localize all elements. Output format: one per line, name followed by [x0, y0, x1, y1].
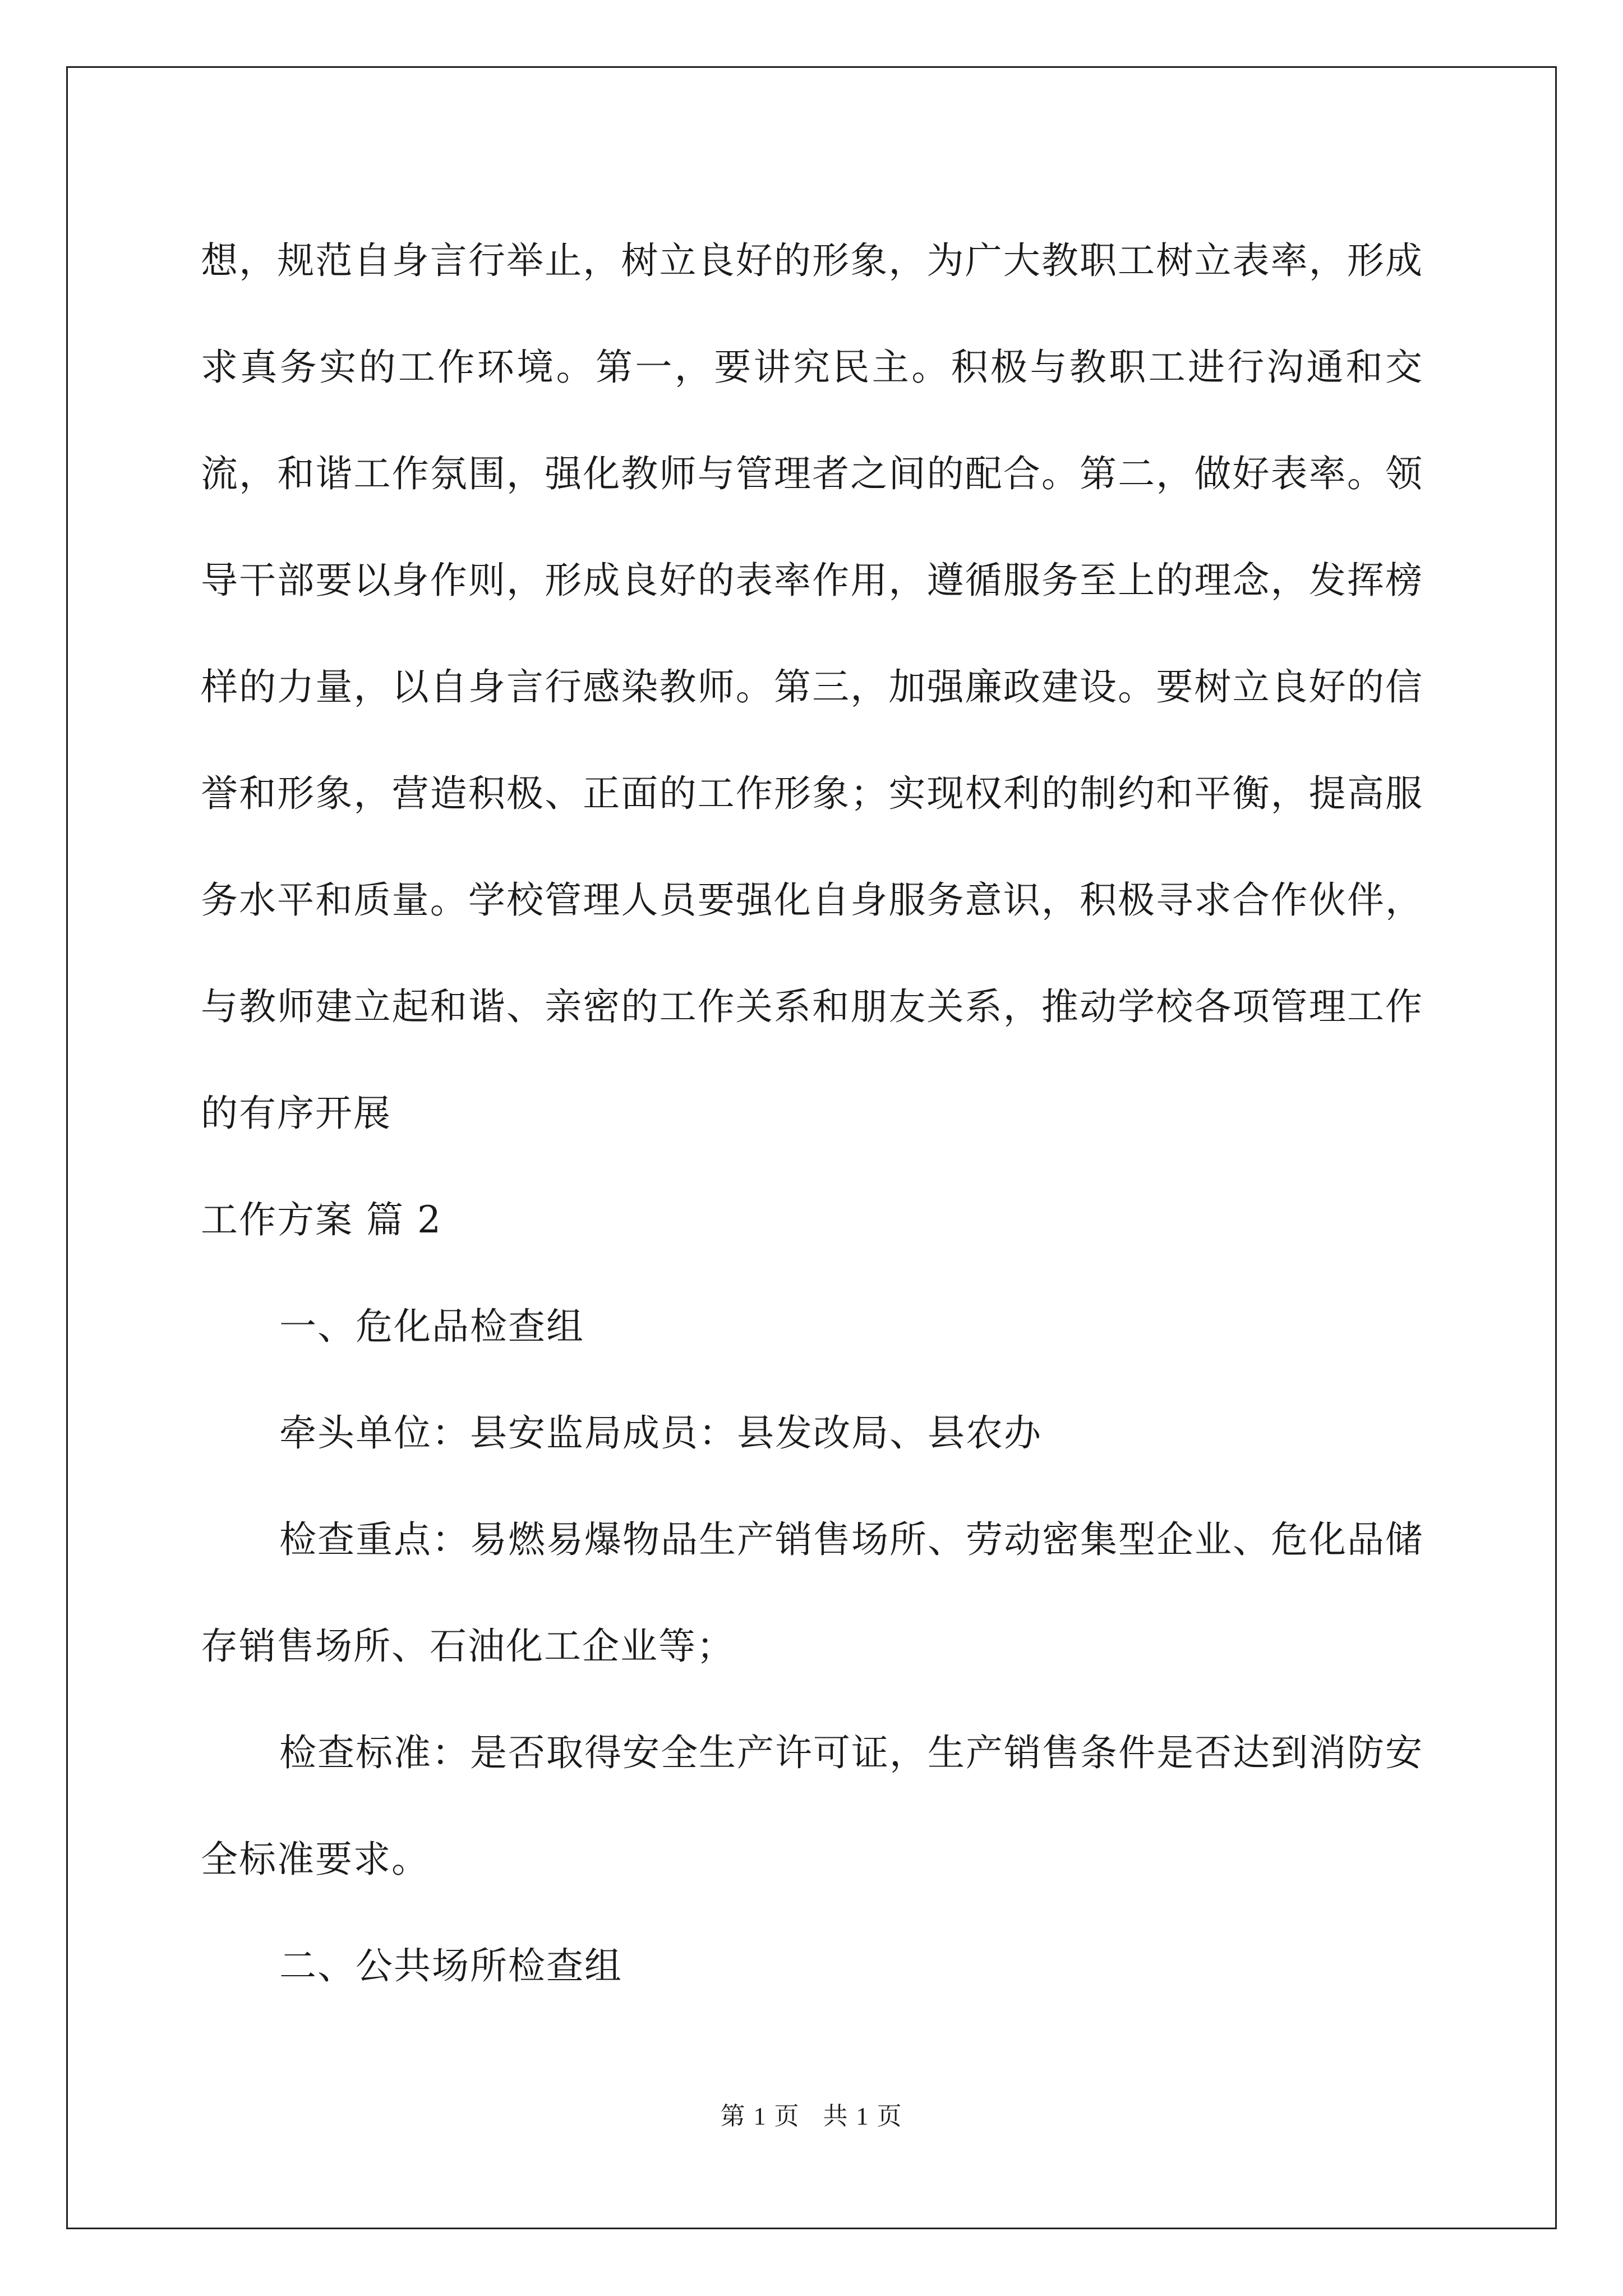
- list-item: 检查标准：是否取得安全生产许可证，生产销售条件是否达到消防安全标准要求。: [201, 1731, 1423, 1881]
- list-item: 检查重点：易燃易爆物品生产销售场所、劳动密集型企业、危化品储存销售场所、石油化工企业等；: [201, 1518, 1423, 1668]
- page-total: 共 1 页: [823, 2102, 903, 2130]
- opening-paragraph: 想，规范自身言行举止，树立良好的形象，为广大教职工树立表率，形成求真务实的工作环境。第一，要讲究民主。积极与教职工进行沟通和交流，和谐工作氛围，强化教师与管理者之间的配合。第二，做好表率。领导干部要以身作则，形成良好的表率作用，遵循服务至上的理念，发挥榜样的力量，以自身言行感染教师。第三，加强廉政建设。要树立良好的信誉和形象，营造积极、正面的工作形象；实现权利的制约和平衡，提高服务水平和质量。学校管理人员要强化自身服务意识，积极寻求合作伙伴，与教师建立起和谐、亲密的工作关系和朋友关系，推动学校各项管理工作的有序开展: [201, 239, 1423, 1135]
- list-item: 二、公共场所检查组: [279, 1944, 623, 1987]
- page-footer: [0, 2096, 1623, 2132]
- page-number: 第 1 页: [720, 2102, 800, 2130]
- document-body: [201, 208, 1423, 2019]
- section-heading: 工作方案 篇 2: [201, 1198, 442, 1241]
- list-item: 一、危化品检查组: [279, 1305, 584, 1348]
- list-item: 牵头单位：县安监局成员：县发改局、县农办: [279, 1411, 1042, 1455]
